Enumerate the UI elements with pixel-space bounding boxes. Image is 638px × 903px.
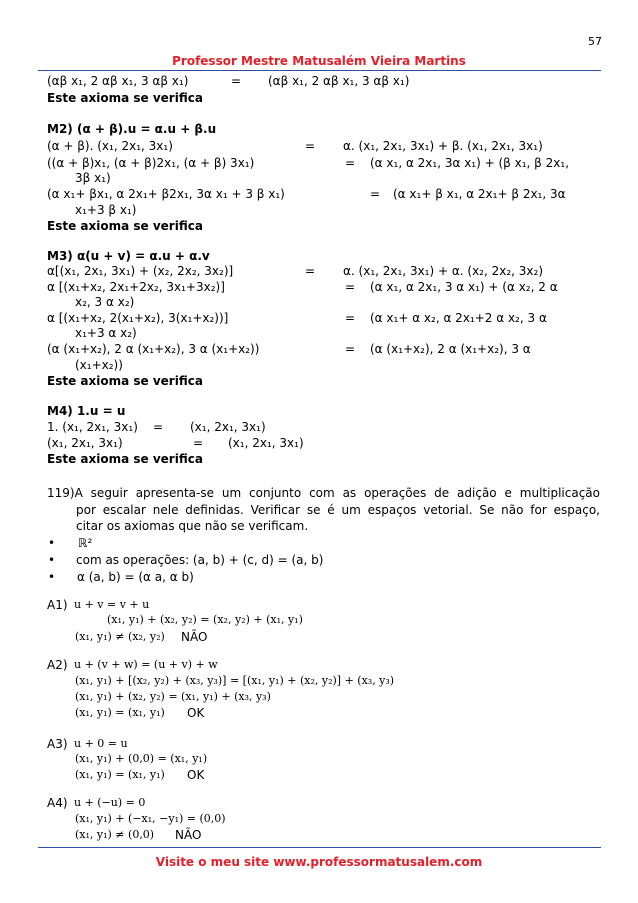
equals-sign: = [345,156,356,170]
axiom-statement: u + (−u) = 0 [74,796,146,809]
equation-row [0,310,638,326]
equation-left-side: (α + β). (x₁, 2x₁, 3x₁) [47,139,173,153]
equals-sign: = [305,139,316,153]
axiom-title: M2) (α + β).u = α.u + β.u [47,122,217,136]
equation-row [0,341,638,357]
bullet-item [0,569,638,585]
axiom-statement: u + v = v + u [74,598,150,611]
footer-rule [38,847,601,848]
equation-right-side: (α (x₁+x₂), 2 α (x₁+x₂), 3 α [370,342,531,356]
equation-left-side: (x₁, 2x₁, 3x₁) [47,436,123,450]
axiom-step [0,751,638,767]
equation-left-side: α [(x₁+x₂, 2x₁+2x₂, 3x₁+3x₂)] [47,280,225,294]
axiom-label: A1) [47,598,68,612]
footer-text: Visite o meu site www.professormatusalem.com [155,855,483,869]
equation-right-side: (x₁, 2x₁, 3x₁) [228,436,304,450]
page-number: 57 [588,35,602,48]
step-verdict: OK [187,706,205,720]
bullet-marker: • [48,553,56,567]
equation-right-side: (αβ x₁, 2 αβ x₁, 3 αβ x₁) [268,74,410,88]
equation-row [0,186,638,202]
axiom-step [0,827,638,843]
equation-left-side: α[(x₁, 2x₁, 3x₁) + (x₂, 2x₂, 3x₂)] [47,264,234,278]
step-verdict: NÃO [175,828,202,842]
axiom-heading [0,795,638,811]
bullet-text-vector-space: ℝ² [78,536,93,550]
step-expression: (x₁, y₁) + (x₂, y₂) = (x₁, y₁) + (x₃, y₃) [75,690,271,703]
axiom-step [0,767,638,783]
equation-right-side: (x₁, 2x₁, 3x₁) [190,420,266,434]
exercise-statement-line: por escalar nele definidas. Verificar se é um espaços vetorial. Se não for espaço, [76,503,600,517]
equation-continuation: x₁+3 β x₁) [75,203,137,217]
step-expression: (x₁, y₁) ≠ (0,0) [75,828,155,841]
step-expression: (x₁, y₁) ≠ (x₂, y₂) [75,630,165,643]
equation-right-side: (α x₁, α 2x₁, 3α x₁) + (β x₁, β 2x₁, [370,156,570,170]
axiom-label: A2) [47,658,68,672]
header-title: Professor Mestre Matusalém Vieira Martins [172,54,466,68]
bullet-text-scalar: α (a, b) = (α a, α b) [77,570,194,584]
axiom-verified-text: Este axioma se verifica [47,374,203,388]
step-expression: (x₁, y₁) + (0,0) = (x₁, y₁) [75,752,208,765]
equation-continuation: x₂, 3 α x₂) [75,295,135,309]
step-expression: (x₁, y₁) + (−x₁, −y₁) = (0,0) [75,812,226,825]
step-verdict: OK [187,768,205,782]
equation-left-side: 1. (x₁, 2x₁, 3x₁) [47,420,138,434]
equation-left-side: (αβ x₁, 2 αβ x₁, 3 αβ x₁) [47,74,189,88]
equation-right-side: (α x₁+ α x₂, α 2x₁+2 α x₂, 3 α [370,311,547,325]
axiom-title: M3) α(u + v) = α.u + α.v [47,249,210,263]
equals-sign: = [231,74,242,88]
equals-sign: = [370,187,381,201]
bullet-text-addition: com as operações: (a, b) + (c, d) = (a, b) [76,553,324,567]
axiom-step [0,811,638,827]
equation-row [0,435,638,451]
equals-sign: = [345,342,356,356]
axiom-step [0,705,638,721]
equation-continuation: x₁+3 α x₂) [75,326,137,340]
equals-sign: = [345,311,356,325]
axiom-label: A3) [47,737,68,751]
equals-sign: = [345,280,356,294]
equation-row [0,73,638,89]
equation-left-side: (α (x₁+x₂), 2 α (x₁+x₂), 3 α (x₁+x₂)) [47,342,260,356]
axiom-step [0,673,638,689]
equation-left-side: α [(x₁+x₂, 2(x₁+x₂), 3(x₁+x₂))] [47,311,229,325]
equation-row [0,138,638,154]
bullet-item [0,552,638,568]
equation-right-side: α. (x₁, 2x₁, 3x₁) + β. (x₁, 2x₁, 3x₁) [343,139,543,153]
axiom-statement: u + 0 = u [74,737,128,750]
bullet-marker: • [48,570,56,584]
axiom-title: M4) 1.u = u [47,404,126,418]
equation-row [0,263,638,279]
equation-right-side: α. (x₁, 2x₁, 3x₁) + α. (x₂, 2x₂, 3x₂) [343,264,544,278]
bullet-marker: • [48,536,56,550]
bullet-item [0,535,638,551]
axiom-step [0,612,638,628]
axiom-heading [0,736,638,752]
axiom-step [0,629,638,645]
equation-row [0,155,638,171]
exercise-statement-line: citar os axiomas que não se verificam. [76,519,309,533]
axiom-step [0,689,638,705]
header-rule [38,70,601,71]
equals-sign: = [193,436,204,450]
axiom-verified-text: Este axioma se verifica [47,452,203,466]
equation-continuation: (x₁+x₂)) [75,358,123,372]
axiom-verified-text: Este axioma se verifica [47,219,203,233]
exercise-statement-line: 119)A seguir apresenta-se um conjunto com as operações de adição e multiplicação [47,486,600,500]
equation-right-side: (α x₁, α 2x₁, 3 α x₁) + (α x₂, 2 α [370,280,558,294]
equation-continuation: 3β x₁) [75,171,111,185]
step-verdict: NÃO [181,630,208,644]
step-expression: (x₁, y₁) + (x₂, y₂) = (x₂, y₂) + (x₁, y₁) [107,613,303,626]
equals-sign: = [153,420,164,434]
step-expression: (x₁, y₁) = (x₁, y₁) [75,768,165,781]
axiom-verified-text: Este axioma se verifica [47,91,203,105]
equation-right-side: (α x₁+ β x₁, α 2x₁+ β 2x₁, 3α [393,187,566,201]
step-expression: (x₁, y₁) + [(x₂, y₂) + (x₃, y₃)] = [(x₁, y₁) + (x₂, y₂)] + (x₃, y₃) [75,674,395,687]
axiom-statement: u + (v + w) = (u + v) + w [74,658,218,671]
equation-row [0,279,638,295]
axiom-label: A4) [47,796,68,810]
equation-left-side: ((α + β)x₁, (α + β)2x₁, (α + β) 3x₁) [47,156,255,170]
equation-row [0,419,638,435]
axiom-heading [0,657,638,673]
axiom-heading [0,597,638,613]
step-expression: (x₁, y₁) = (x₁, y₁) [75,706,165,719]
equals-sign: = [305,264,316,278]
equation-left-side: (α x₁+ βx₁, α 2x₁+ β2x₁, 3α x₁ + 3 β x₁) [47,187,285,201]
